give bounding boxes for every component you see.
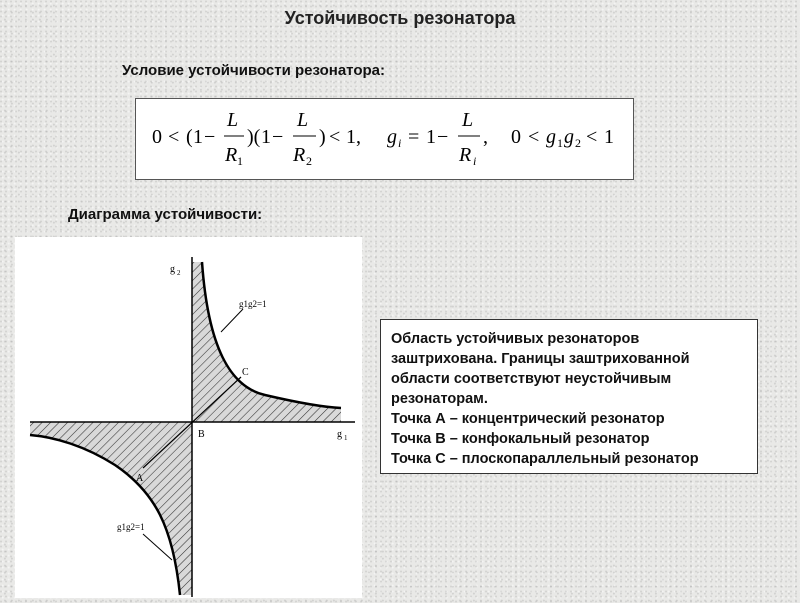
formula-L-2: L xyxy=(297,109,309,131)
formula-comma-2: , xyxy=(483,126,488,148)
stable-region-lower xyxy=(30,422,192,595)
formula-sub-2: 2 xyxy=(306,154,312,168)
g2-axis-label-sub: 2 xyxy=(177,269,181,277)
formula-g1: g xyxy=(546,126,556,148)
formula-lt-3: < xyxy=(528,126,540,148)
formula-lt-4: < xyxy=(586,126,598,148)
formula-sub-i: i xyxy=(473,154,477,168)
formula-one-1: 1 xyxy=(193,126,203,148)
formula-lt-2: < xyxy=(329,126,341,148)
formula-L-1: L xyxy=(227,109,239,131)
formula-sub-1: 1 xyxy=(237,154,243,168)
formula-minus-1: − xyxy=(204,126,216,148)
formula-eq: = xyxy=(408,126,420,148)
formula-g-i: g xyxy=(387,126,397,148)
formula-minus-2: − xyxy=(272,126,284,148)
description-box xyxy=(380,319,758,474)
point-c-label: C xyxy=(242,367,249,378)
stability-diagram xyxy=(15,237,362,598)
description-line: заштрихована. Границы заштрихованной xyxy=(391,351,690,367)
description-line: резонаторам. xyxy=(391,391,488,407)
formula-g1-sub: 1 xyxy=(557,136,563,150)
formula-g2-sub: 2 xyxy=(575,136,581,150)
formula-R-1: R xyxy=(225,144,238,166)
formula-g-sub-i: i xyxy=(398,136,402,150)
formula-open-1: ( xyxy=(186,126,193,148)
description-line: области соответствуют неустойчивым xyxy=(391,371,672,387)
formula-lt-1: < xyxy=(168,126,180,148)
stability-formula xyxy=(136,99,633,179)
stability-condition-heading: Условие устойчивости резонатора: xyxy=(122,62,385,79)
formula-zero-2: 0 xyxy=(511,126,521,148)
formula-box xyxy=(135,98,634,180)
stability-diagram-panel xyxy=(15,237,362,598)
formula-close-1: )( xyxy=(247,126,261,148)
formula-R-3: R xyxy=(459,144,472,166)
curve-leader-bottom xyxy=(143,534,172,560)
diagram-heading: Диаграмма устойчивости: xyxy=(68,206,263,223)
curve-leader-top xyxy=(221,309,243,332)
g1-axis-label-sub: 1 xyxy=(344,434,348,442)
g2-axis-label: g xyxy=(170,264,175,275)
curve-label-bottom: g1g2=1 xyxy=(117,522,145,532)
formula-close-2: ) xyxy=(319,126,326,148)
formula-L-3: L xyxy=(462,109,474,131)
slide-title: Устойчивость резонатора xyxy=(284,8,516,28)
formula-minus-3: − xyxy=(437,126,449,148)
formula-one-2: 1 xyxy=(261,126,271,148)
description-line: Точка В – конфокальный резонатор xyxy=(391,431,650,447)
formula-R-2: R xyxy=(293,144,306,166)
curve-label-top: g1g2=1 xyxy=(239,299,267,309)
formula-one-5: 1 xyxy=(604,126,614,148)
point-a-label: A xyxy=(136,473,144,484)
formula-g2: g xyxy=(564,126,574,148)
formula-zero: 0 xyxy=(152,126,162,148)
formula-one-4: 1 xyxy=(426,126,436,148)
description-line: Точка С – плоскопараллельный резонатор xyxy=(391,451,699,467)
g1-axis-label: g xyxy=(337,429,342,440)
formula-one-3: 1 xyxy=(346,126,356,148)
description-line: Точка А – концентрический резонатор xyxy=(391,411,665,427)
stable-region-upper xyxy=(192,262,341,422)
point-b-label: B xyxy=(198,429,205,440)
description-line: Область устойчивых резонаторов xyxy=(391,331,640,347)
formula-comma-1: , xyxy=(356,126,361,148)
